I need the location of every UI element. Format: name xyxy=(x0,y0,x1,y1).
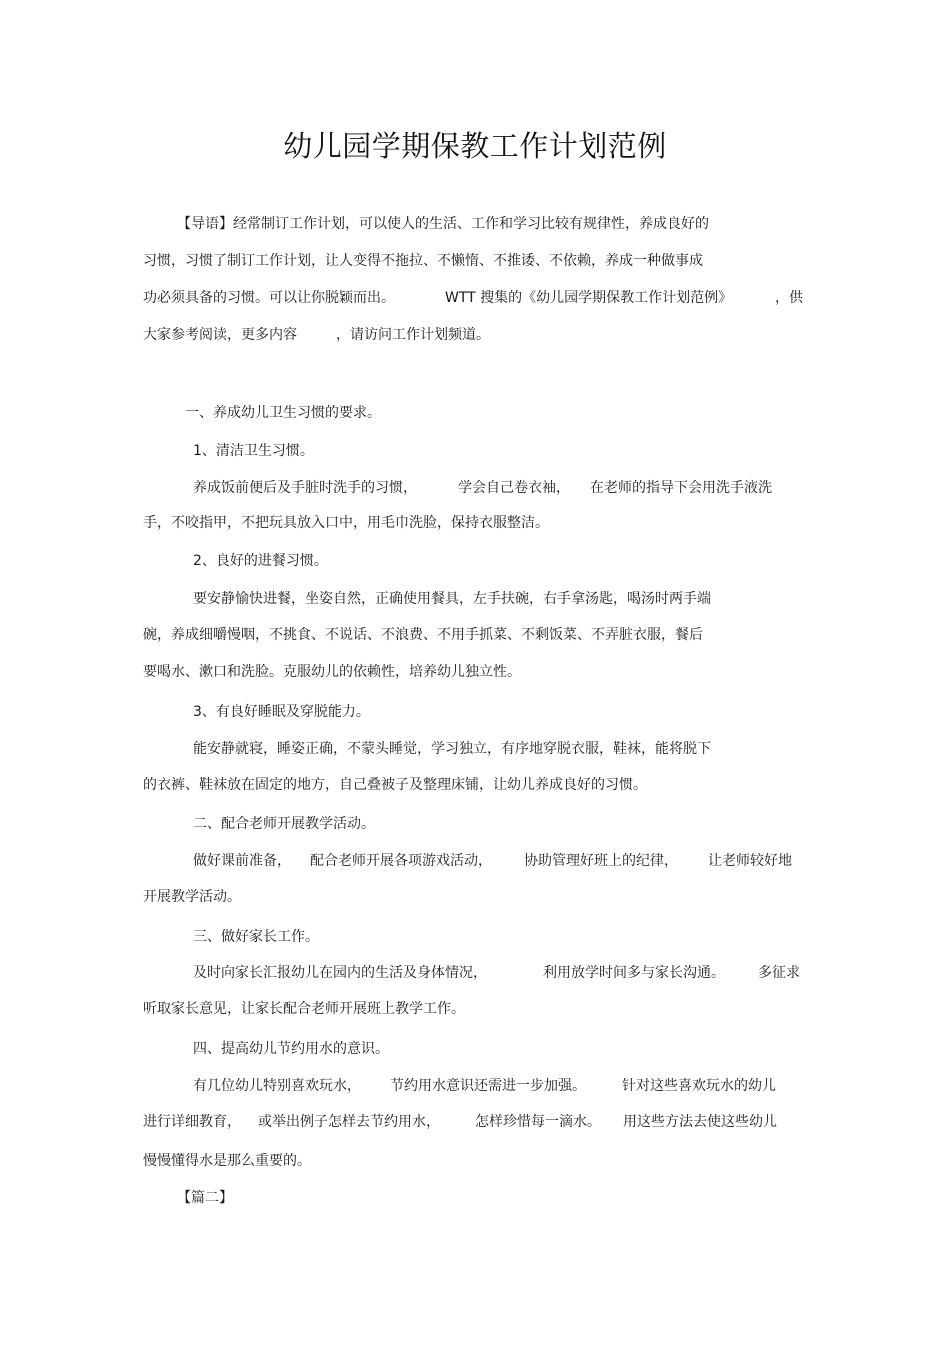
paragraph-line: 利用放学时间多与家长沟通。 xyxy=(543,965,725,981)
paragraph-line: 开展教学活动。 xyxy=(143,889,241,905)
paragraph-line: 及时向家长汇报幼儿在园内的生活及身体情况， xyxy=(193,965,487,981)
intro-line-4a: 大家参考阅读，更多内容 xyxy=(143,327,297,343)
paragraph-line: 让老师较好地 xyxy=(708,853,792,869)
paragraph-line: 能安静就寝，睡姿正确，不蒙头睡觉，学习独立，有序地穿脱衣服，鞋袜，能将脱下 xyxy=(193,741,711,757)
paragraph-line: 或举出例子怎样去节约用水， xyxy=(258,1114,440,1130)
intro-line-3a: 功必须具备的习惯。可以让你脱颖而出。 xyxy=(143,290,395,306)
paragraph-line: 养成饭前便后及手脏时洗手的习惯， xyxy=(193,480,417,496)
section-heading: 一、养成幼儿卫生习惯的要求。 xyxy=(185,405,381,421)
paragraph-line: 手，不咬指甲，不把玩具放入口中，用毛巾洗脸，保持衣服整洁。 xyxy=(143,515,549,531)
section-heading: 四、提高幼儿节约用水的意识。 xyxy=(193,1041,389,1057)
paragraph-line: 怎样珍惜每一滴水。 xyxy=(475,1114,601,1130)
document-title: 幼儿园学期保教工作计划范例 xyxy=(283,129,667,163)
paragraph-line: 协助管理好班上的纪律， xyxy=(524,853,678,869)
intro-line-1: 【导语】经常制订工作计划，可以使人的生活、工作和学习比较有规律性，养成良好的 xyxy=(177,216,709,232)
part-two-label: 【篇二】 xyxy=(177,1190,233,1206)
intro-line-4b: ，请访问工作计划频道。 xyxy=(336,327,490,343)
intro-line-3c: ，供 xyxy=(775,290,803,306)
paragraph-line: 慢慢懂得水是那么重要的。 xyxy=(143,1153,311,1169)
paragraph-line: 用这些方法去使这些幼儿 xyxy=(623,1114,777,1130)
paragraph-line: 节约用水意识还需进一步加强。 xyxy=(390,1078,586,1094)
paragraph-line: 进行详细教育， xyxy=(143,1114,241,1130)
paragraph-line: 要喝水、漱口和洗脸。克服幼儿的依赖性，培养幼儿独立性。 xyxy=(143,664,521,680)
intro-line-2: 习惯，习惯了制订工作计划，让人变得不拖拉、不懒惰、不推诿、不依赖，养成一种做事成 xyxy=(143,253,703,269)
paragraph-line: 要安静愉快进餐，坐姿自然，正确使用餐具，左手扶碗，右手拿汤匙，喝汤时两手端 xyxy=(193,591,711,607)
paragraph-line: 学会自己卷衣袖， xyxy=(458,480,570,496)
item-heading: 2、良好的进餐习惯。 xyxy=(193,553,328,569)
section-heading: 二、配合老师开展教学活动。 xyxy=(193,816,375,832)
paragraph-line: 针对这些喜欢玩水的幼儿 xyxy=(622,1078,776,1094)
item-heading: 3、有良好睡眠及穿脱能力。 xyxy=(193,704,370,720)
paragraph-line: 有几位幼儿特别喜欢玩水， xyxy=(193,1078,361,1094)
paragraph-line: 听取家长意见，让家长配合老师开展班上教学工作。 xyxy=(143,1001,465,1017)
paragraph-line: 的衣裤、鞋袜放在固定的地方，自己叠被子及整理床铺，让幼儿养成良好的习惯。 xyxy=(143,777,647,793)
paragraph-line: 碗，养成细嚼慢咽，不挑食、不说话、不浪费、不用手抓菜、不剩饭菜、不弄脏衣服，餐后 xyxy=(143,627,703,643)
intro-line-3b: WTT 搜集的《幼儿园学期保教工作计划范例》 xyxy=(445,290,733,306)
paragraph-line: 配合老师开展各项游戏活动， xyxy=(310,853,492,869)
paragraph-line: 做好课前准备， xyxy=(193,853,291,869)
paragraph-line: 多征求 xyxy=(758,965,800,981)
item-heading: 1、清洁卫生习惯。 xyxy=(193,443,314,459)
paragraph-line: 在老师的指导下会用洗手液洗 xyxy=(590,480,772,496)
section-heading: 三、做好家长工作。 xyxy=(193,929,319,945)
